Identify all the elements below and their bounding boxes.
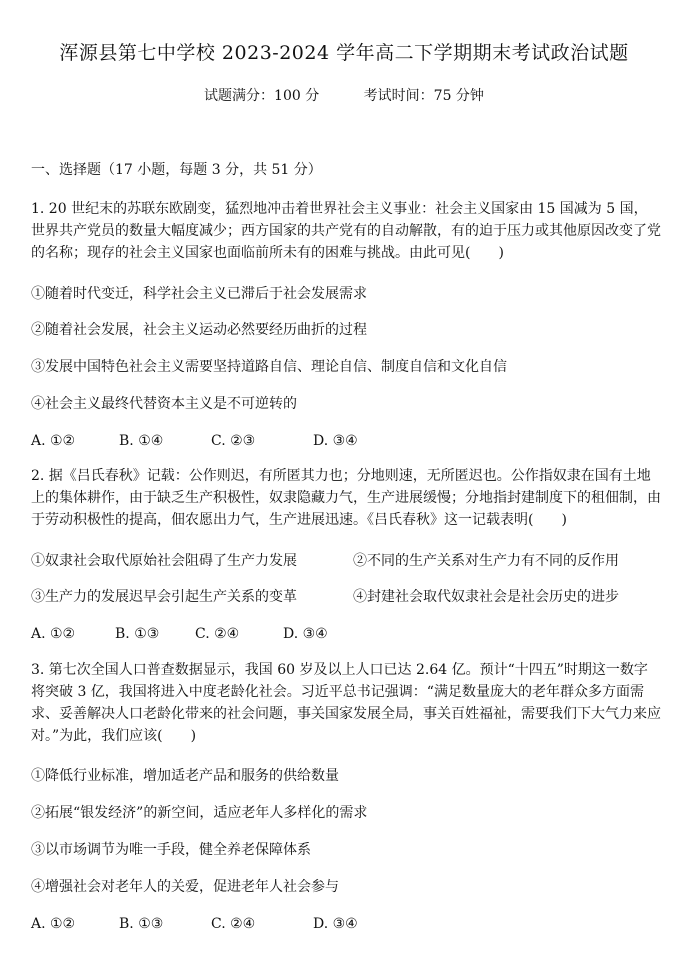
question-1-answer-c[interactable]: C. ②③ <box>211 433 256 449</box>
question-1-answers <box>31 431 358 451</box>
exam-info <box>0 86 688 106</box>
question-3-answer-b[interactable]: B. ①③ <box>119 916 164 932</box>
question-1-answer-a[interactable]: A. ①② <box>31 433 76 449</box>
question-3-option-4: ④增强社会对老年人的关爱，促进老年人社会参与 <box>31 879 339 895</box>
question-2-answer-b[interactable]: B. ①③ <box>115 626 160 642</box>
question-2-stem: 2. 据《吕氏春秋》记载：公作则迟，有所匿其力也；分地则速，无所匿迟也。公作指奴隶在国有土地上的集体耕作，由于缺乏生产积极性，奴隶隐藏力气，生产进展缓慢；分地指封建制度下的租佃制，由于劳动积极性的提高，佃农愿出力气，生产进展迅速。《吕氏春秋》这一记载表明( ) <box>31 468 661 528</box>
exam-time: 考试时间：75 分钟 <box>363 88 484 104</box>
question-1-answer-b[interactable]: B. ①④ <box>119 433 164 449</box>
question-1-option-2: ②随着社会发展，社会主义运动必然要经历曲折的过程 <box>31 322 367 338</box>
question-1-option-1: ①随着时代变迁，科学社会主义已滞后于社会发展需求 <box>31 286 367 302</box>
question-3-answer-a[interactable]: A. ①② <box>31 916 76 932</box>
question-2-answer-d[interactable]: D. ③④ <box>283 626 328 642</box>
question-3-answers <box>31 914 358 934</box>
question-3-answer-d[interactable]: D. ③④ <box>313 916 358 932</box>
full-score: 试题满分：100 分 <box>204 88 320 104</box>
question-1-stem: 1. 20 世纪末的苏联东欧剧变，猛烈地冲击着世界社会主义事业：社会主义国家由 15 国减为 5 国，世界共产党员的数量大幅度减少；西方国家的共产党有的自动解散，有的迫于压力或其他原因改变了党的名称；现存的社会主义国家也面临前所未有的困难与挑战。由此可见( ) <box>31 201 661 261</box>
question-1-option-3: ③发展中国特色社会主义需要坚持道路自信、理论自信、制度自信和文化自信 <box>31 359 507 375</box>
exam-title: 浑源县第七中学校 2023-2024 学年高二下学期期末考试政治试题 <box>59 42 629 64</box>
question-2-option-3: ③生产力的发展迟早会引起生产关系的变革 <box>31 589 297 605</box>
question-3-answer-c[interactable]: C. ②④ <box>211 916 256 932</box>
question-2-option-4: ④封建社会取代奴隶社会是社会历史的进步 <box>353 589 619 605</box>
question-2-answer-a[interactable]: A. ①② <box>31 626 76 642</box>
question-3-option-3: ③以市场调节为唯一手段，健全养老保障体系 <box>31 842 311 858</box>
question-2-answer-c[interactable]: C. ②④ <box>195 626 240 642</box>
question-1-answer-d[interactable]: D. ③④ <box>313 433 358 449</box>
question-3-option-2: ②拓展“银发经济”的新空间，适应老年人多样化的需求 <box>31 805 368 821</box>
question-2-option-2: ②不同的生产关系对生产力有不同的反作用 <box>353 553 619 569</box>
question-3-option-1: ①降低行业标准，增加适老产品和服务的供给数量 <box>31 768 339 784</box>
section-heading: 一、选择题（17 小题，每题 3 分，共 51 分） <box>31 162 322 178</box>
question-1-option-4: ④社会主义最终代替资本主义是不可逆转的 <box>31 396 297 412</box>
question-3-stem: 3. 第七次全国人口普查数据显示，我国 60 岁及以上人口已达 2.64 亿。预计“十四五”时期这一数字将突破 3 亿，我国将进入中度老龄化社会。习近平总书记强调：“满足数量庞大的老年群众多方面需求、妥善解决人口老龄化带来的社会问题，事关国家发展全局，事关百姓福祉，需要我们下大气力来应对。”为此，我们应该( ) <box>31 662 661 744</box>
question-2-option-1: ①奴隶社会取代原始社会阻碍了生产力发展 <box>31 553 297 569</box>
question-2-answers <box>31 624 328 644</box>
